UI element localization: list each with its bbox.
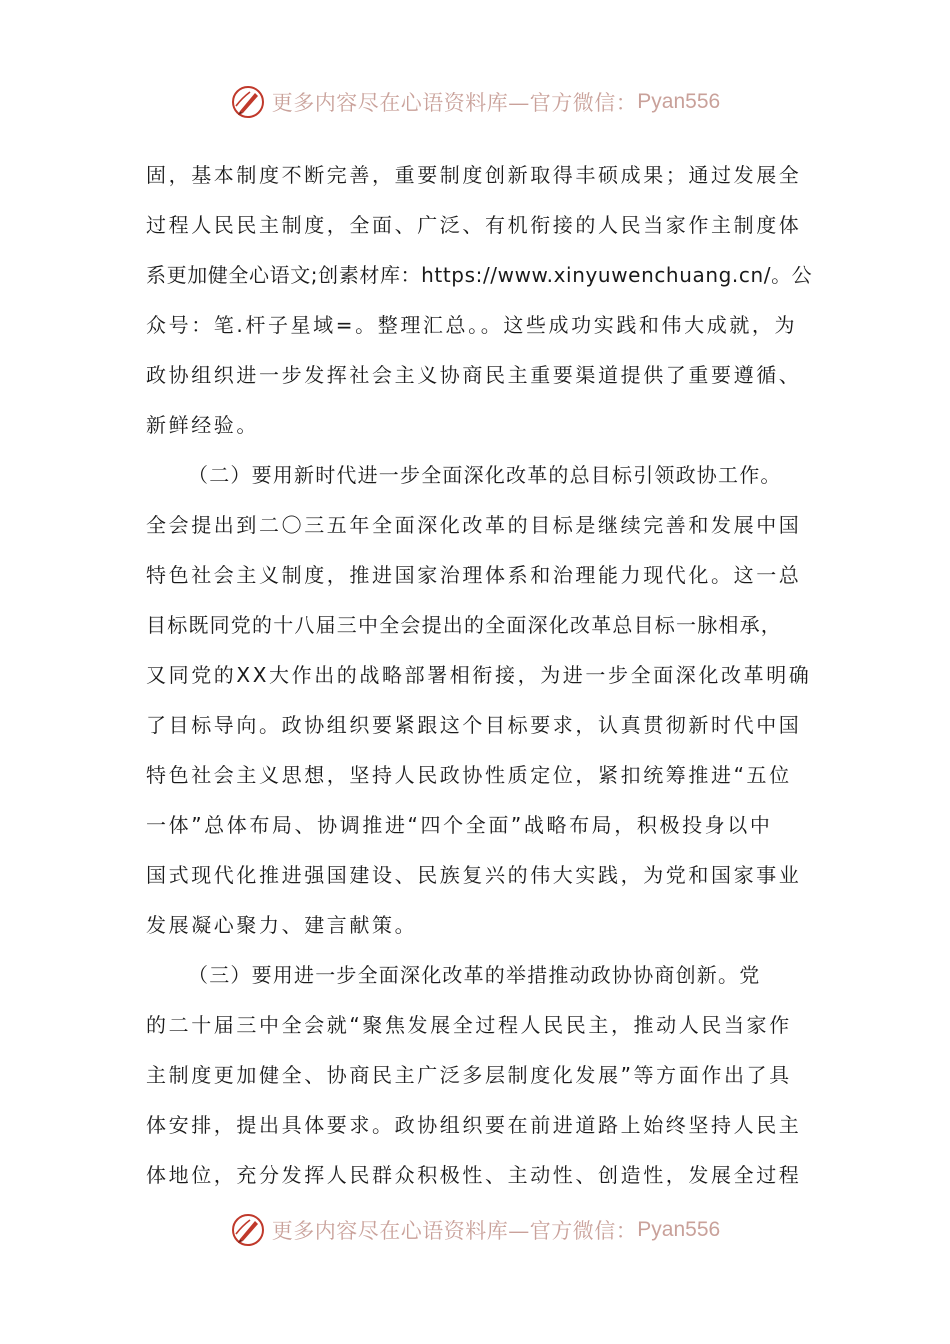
body-line: 主制度更加健全、协商民主广泛多层制度化发展”等方面作出了具 — [146, 1063, 792, 1087]
body-line: 特色社会主义制度，推进国家治理体系和治理能力现代化。这一总 — [146, 563, 802, 587]
document-body — [146, 150, 818, 1200]
body-line: 全会提出到二〇三五年全面深化改革的目标是继续完善和发展中国 — [146, 513, 802, 537]
pen-logo-icon — [230, 1212, 266, 1248]
body-line: 了目标导向。政协组织要紧跟这个目标要求，认真贯彻新时代中国 — [146, 713, 802, 737]
body-line: 发展凝心聚力、建言献策。 — [146, 913, 418, 937]
body-line: 目标既同党的十八届三中全会提出的全面深化改革总目标一脉相承， — [146, 613, 782, 637]
paragraph-heading-2: （二）要用新时代进一步全面深化改革的总目标引领政协工作。 — [188, 463, 782, 487]
banner-wechat-id: Pyan556 — [637, 90, 721, 113]
header-watermark-banner — [0, 82, 950, 122]
body-line: 系更加健全心语文;创素材库：https://www.xinyuwenchuang.cn/。公 — [146, 263, 813, 287]
body-line: 特色社会主义思想，坚持人民政协性质定位，紧扣统筹推进“五位 — [146, 763, 792, 787]
body-line: 过程人民民主制度，全面、广泛、有机衔接的人民当家作主制度体 — [146, 213, 802, 237]
banner-text: 更多内容尽在心语资料库—官方微信： — [271, 1219, 638, 1243]
paragraph-heading-3: （三）要用进一步全面深化改革的举措推动政协协商创新。党 — [188, 963, 761, 987]
footer-watermark-banner — [0, 1210, 950, 1250]
body-line: 新鲜经验。 — [146, 413, 259, 437]
body-line: 体地位，充分发挥人民群众积极性、主动性、创造性，发展全过程 — [146, 1163, 802, 1187]
body-line: 体安排，提出具体要求。政协组织要在前进道路上始终坚持人民主 — [146, 1113, 802, 1137]
body-line: 众号：笔.杆子星域=。整理汇总。。这些成功实践和伟大成就，为 — [146, 313, 798, 337]
body-line: 的二十届三中全会就“聚焦发展全过程人民民主，推动人民当家作 — [146, 1013, 792, 1037]
body-line: 又同党的XX大作出的战略部署相衔接，为进一步全面深化改革明确 — [146, 663, 812, 687]
body-line: 固，基本制度不断完善，重要制度创新取得丰硕成果；通过发展全 — [146, 163, 802, 187]
body-line: 国式现代化推进强国建设、民族复兴的伟大实践，为党和国家事业 — [146, 863, 802, 887]
banner-wechat-id: Pyan556 — [637, 1218, 721, 1241]
banner-text: 更多内容尽在心语资料库—官方微信： — [271, 91, 638, 115]
body-line: 一体”总体布局、协调推进“四个全面”战略布局，积极投身以中 — [146, 813, 773, 837]
pen-logo-icon — [230, 84, 266, 120]
body-line: 政协组织进一步发挥社会主义协商民主重要渠道提供了重要遵循、 — [146, 363, 802, 387]
